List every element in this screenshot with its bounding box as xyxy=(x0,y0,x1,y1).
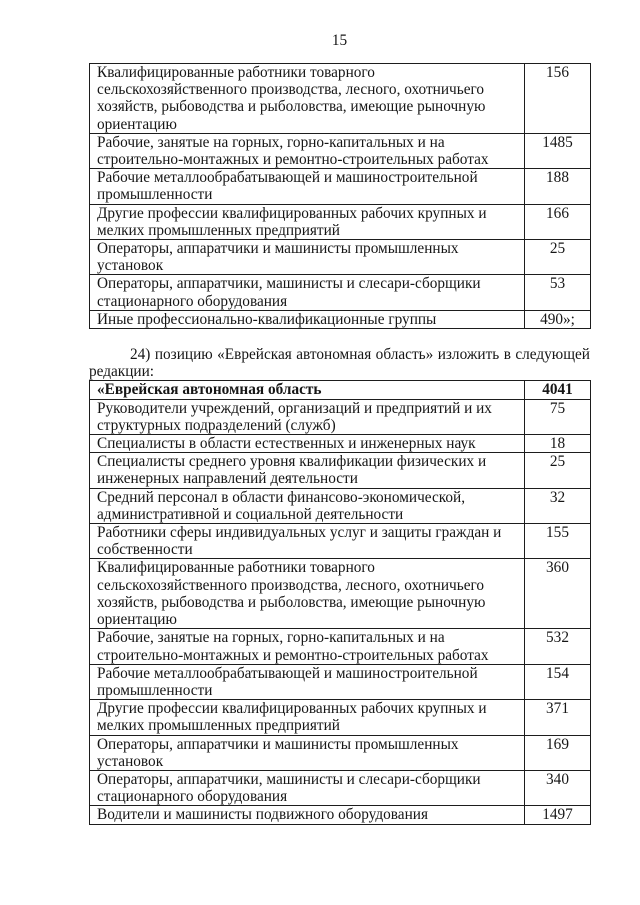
occupation-cell: Квалифицированные работники товарного сельскохозяйственного производства, лесного, охотничьего хозяйств, рыбоводства и рыболовства, имеющие рыночную ориентацию xyxy=(90,64,525,134)
count-cell: 360 xyxy=(525,559,591,629)
table-row xyxy=(90,806,591,824)
region-total-cell: 4041 xyxy=(525,381,591,399)
table-row xyxy=(90,310,591,328)
table-row xyxy=(90,240,591,275)
occupation-cell: Средний персонал в области финансово-экономической, административной и социальной деятельности xyxy=(90,488,525,523)
jewish-autonomous-region-table xyxy=(89,380,591,824)
page-number: 15 xyxy=(331,32,348,49)
count-cell: 155 xyxy=(525,524,591,559)
occupation-cell: Специалисты среднего уровня квалификации физических и инженерных направлений деятельности xyxy=(90,453,525,488)
count-cell: 532 xyxy=(525,629,591,664)
table-row xyxy=(90,524,591,559)
count-cell: 1485 xyxy=(525,133,591,168)
table-row xyxy=(90,735,591,770)
table-row xyxy=(90,133,591,168)
occupation-cell: Рабочие, занятые на горных, горно-капитальных и на строительно-монтажных и ремонтно-строительных работах xyxy=(90,629,525,664)
page-content xyxy=(89,0,590,825)
occupation-cell: Руководители учреждений, организаций и предприятий и их структурных подразделений (служб) xyxy=(90,399,525,434)
count-cell: 340 xyxy=(525,770,591,805)
count-cell: 25 xyxy=(525,453,591,488)
count-cell: 154 xyxy=(525,664,591,699)
table-row xyxy=(90,629,591,664)
occupation-cell: Работники сферы индивидуальных услуг и защиты граждан и собственности xyxy=(90,524,525,559)
table-row xyxy=(90,664,591,699)
occupation-table-continued xyxy=(89,63,591,329)
occupation-cell: Рабочие, занятые на горных, горно-капитальных и на строительно-монтажных и ремонтно-строительных работах xyxy=(90,133,525,168)
table-row xyxy=(90,770,591,805)
occupation-cell: Операторы, аппаратчики и машинисты промышленных установок xyxy=(90,735,525,770)
occupation-cell: Рабочие металлообрабатывающей и машиностроительной промышленности xyxy=(90,664,525,699)
table-row xyxy=(90,559,591,629)
count-cell: 188 xyxy=(525,169,591,204)
table-row xyxy=(90,399,591,434)
count-cell: 169 xyxy=(525,735,591,770)
count-cell: 156 xyxy=(525,64,591,134)
table-row xyxy=(90,169,591,204)
count-cell: 1497 xyxy=(525,806,591,824)
table-row xyxy=(90,275,591,310)
occupation-cell: Другие профессии квалифицированных рабочих крупных и мелких промышленных предприятий xyxy=(90,204,525,239)
count-cell: 75 xyxy=(525,399,591,434)
occupation-cell: Специалисты в области естественных и инженерных наук xyxy=(90,435,525,453)
occupation-cell: Другие профессии квалифицированных рабочих крупных и мелких промышленных предприятий xyxy=(90,700,525,735)
count-cell: 371 xyxy=(525,700,591,735)
occupation-cell: Квалифицированные работники товарного сельскохозяйственного производства, лесного, охотничьего хозяйств, рыбоводства и рыболовства, имеющие рыночную ориентацию xyxy=(90,559,525,629)
amendment-paragraph: 24) позицию «Еврейская автономная область» изложить в следующей редакции: xyxy=(89,346,590,381)
region-name-cell: «Еврейская автономная область xyxy=(90,381,525,399)
table-row xyxy=(90,488,591,523)
table-row xyxy=(90,453,591,488)
table-row xyxy=(90,204,591,239)
occupation-cell: Операторы, аппаратчики, машинисты и слесари-сборщики стационарного оборудования xyxy=(90,275,525,310)
occupation-cell: Иные профессионально-квалификационные группы xyxy=(90,310,525,328)
occupation-cell: Операторы, аппаратчики, машинисты и слесари-сборщики стационарного оборудования xyxy=(90,770,525,805)
count-cell: 25 xyxy=(525,240,591,275)
table-row xyxy=(90,700,591,735)
table-row xyxy=(90,435,591,453)
occupation-cell: Операторы, аппаратчики и машинисты промышленных установок xyxy=(90,240,525,275)
table-row xyxy=(90,64,591,134)
count-cell: 18 xyxy=(525,435,591,453)
count-cell: 32 xyxy=(525,488,591,523)
count-cell: 53 xyxy=(525,275,591,310)
occupation-cell: Рабочие металлообрабатывающей и машиностроительной промышленности xyxy=(90,169,525,204)
count-cell: 166 xyxy=(525,204,591,239)
region-header-row xyxy=(90,381,591,399)
count-cell: 490»; xyxy=(525,310,591,328)
occupation-cell: Водители и машинисты подвижного оборудования xyxy=(90,806,525,824)
